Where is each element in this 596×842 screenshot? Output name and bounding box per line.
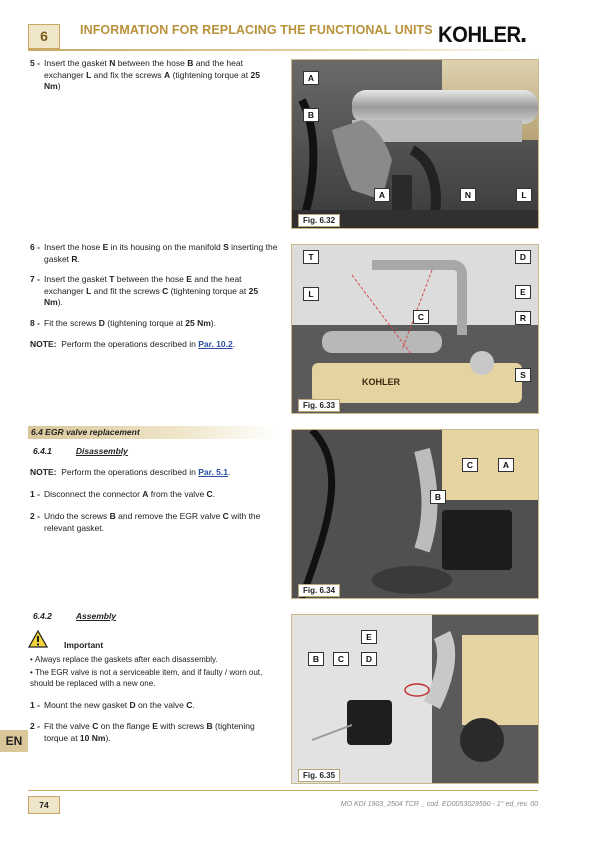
callout-l: L [516, 188, 532, 202]
note-label: NOTE: [30, 467, 57, 477]
step-text: Fit the valve C on the flange E with screws B (tightening torque at 10 Nm). [44, 721, 255, 743]
figure-caption: Fig. 6.33 [298, 399, 340, 412]
warning-icon [28, 630, 48, 648]
step-6 [30, 242, 278, 265]
step-number: 1 - [30, 700, 40, 710]
document-code: MO KDI 1903_2504 TCR _ cod. ED0053029590 - 1° ed_rev. 00 [340, 801, 538, 808]
callout-d: D [515, 250, 531, 264]
egr-valve-photo [292, 430, 538, 598]
logo-trademark-mark [522, 38, 526, 42]
footer-divider [28, 790, 538, 791]
language-tab: EN [0, 730, 28, 752]
section-title: 6.4 EGR valve replacement [31, 427, 140, 437]
step-5 [30, 58, 278, 93]
step-8 [30, 318, 278, 330]
figure-6-34 [291, 429, 539, 599]
step-number: 7 - [30, 274, 40, 284]
step-number: 5 - [30, 58, 40, 68]
step-dis-2 [30, 511, 278, 534]
callout-b: B [303, 108, 319, 122]
step-number: 2 - [30, 721, 40, 731]
callout-n: N [460, 188, 476, 202]
subsection-number: 6.4.1 [33, 446, 52, 456]
engine-egr-photo [292, 60, 538, 228]
step-number: 2 - [30, 511, 40, 521]
egr-assembly-photo [292, 615, 538, 783]
subsection-assembly [33, 611, 116, 621]
callout-c: C [462, 458, 478, 472]
step-text: Mount the new gasket D on the valve C. [44, 700, 195, 710]
link-par-10-2[interactable]: Par. 10.2 [198, 339, 233, 349]
note-par-10-2: NOTE: Perform the operations described in Par. 10.2. [30, 339, 236, 349]
callout-a-bottom: A [374, 188, 390, 202]
header-divider [28, 49, 538, 51]
page-number: 74 [28, 796, 60, 814]
figure-6-35 [291, 614, 539, 784]
important-bullet-1: • Always replace the gaskets after each disassembly. [30, 655, 218, 664]
figure-caption: Fig. 6.35 [298, 769, 340, 782]
note-par-5-1: NOTE: Perform the operations described in Par. 5.1. [30, 467, 231, 477]
callout-r: R [515, 311, 531, 325]
note-text: Perform the operations described in [61, 339, 199, 349]
callout-c: C [333, 652, 349, 666]
step-asm-2 [30, 721, 278, 744]
kohler-logo [438, 22, 525, 48]
page-header-title: INFORMATION FOR REPLACING THE FUNCTIONAL UNITS [80, 23, 433, 37]
important-bullet-2: • The EGR valve is not a serviceable item, and if faulty / worn out, should be replaced with a new one. [30, 668, 263, 688]
note-label: NOTE: [30, 339, 57, 349]
callout-c: C [413, 310, 429, 324]
callout-b: B [430, 490, 446, 504]
step-text: Insert the gasket T between the hose E and the heat exchanger L and fit the screws C (tightening torque at 25 Nm). [44, 274, 259, 307]
figure-6-33 [291, 244, 539, 414]
chapter-number: 6 [28, 24, 60, 49]
callout-l: L [303, 287, 319, 301]
callout-b: B [308, 652, 324, 666]
callout-e: E [361, 630, 377, 644]
step-number: 8 - [30, 318, 40, 328]
callout-t: T [303, 250, 319, 264]
callout-d: D [361, 652, 377, 666]
logo-text: KOHLER [438, 22, 521, 47]
figure-caption: Fig. 6.32 [298, 214, 340, 227]
engine-brand-label: KOHLER [362, 377, 400, 387]
callout-e: E [515, 285, 531, 299]
note-text: Perform the operations described in [61, 467, 199, 477]
step-text: Insert the hose E in its housing on the manifold S inserting the gasket R. [44, 242, 278, 264]
callout-a-top: A [303, 71, 319, 85]
subsection-disassembly [33, 446, 128, 456]
step-text: Insert the gasket N between the hose B and the heat exchanger L and fix the screws A (tightening torque at 25 Nm) [44, 58, 260, 91]
important-label: Important [64, 640, 104, 650]
step-text: Undo the screws B and remove the EGR valve C with the relevant gasket. [44, 511, 261, 533]
step-text: Disconnect the connector A from the valve C. [44, 489, 216, 499]
step-asm-1 [30, 700, 278, 712]
figure-caption: Fig. 6.34 [298, 584, 340, 597]
figure-6-32 [291, 59, 539, 229]
egr-exploded-photo [292, 245, 538, 413]
callout-s: S [515, 368, 531, 382]
step-dis-1 [30, 489, 278, 501]
callout-a: A [498, 458, 514, 472]
link-par-5-1[interactable]: Par. 5.1 [198, 467, 228, 477]
subsection-number: 6.4.2 [33, 611, 52, 621]
subsection-title: Disassembly [75, 446, 128, 456]
step-7 [30, 274, 278, 309]
step-number: 1 - [30, 489, 40, 499]
step-number: 6 - [30, 242, 40, 252]
step-text: Fit the screws D (tightening torque at 25 Nm). [44, 318, 216, 328]
subsection-title: Assembly [75, 611, 117, 621]
